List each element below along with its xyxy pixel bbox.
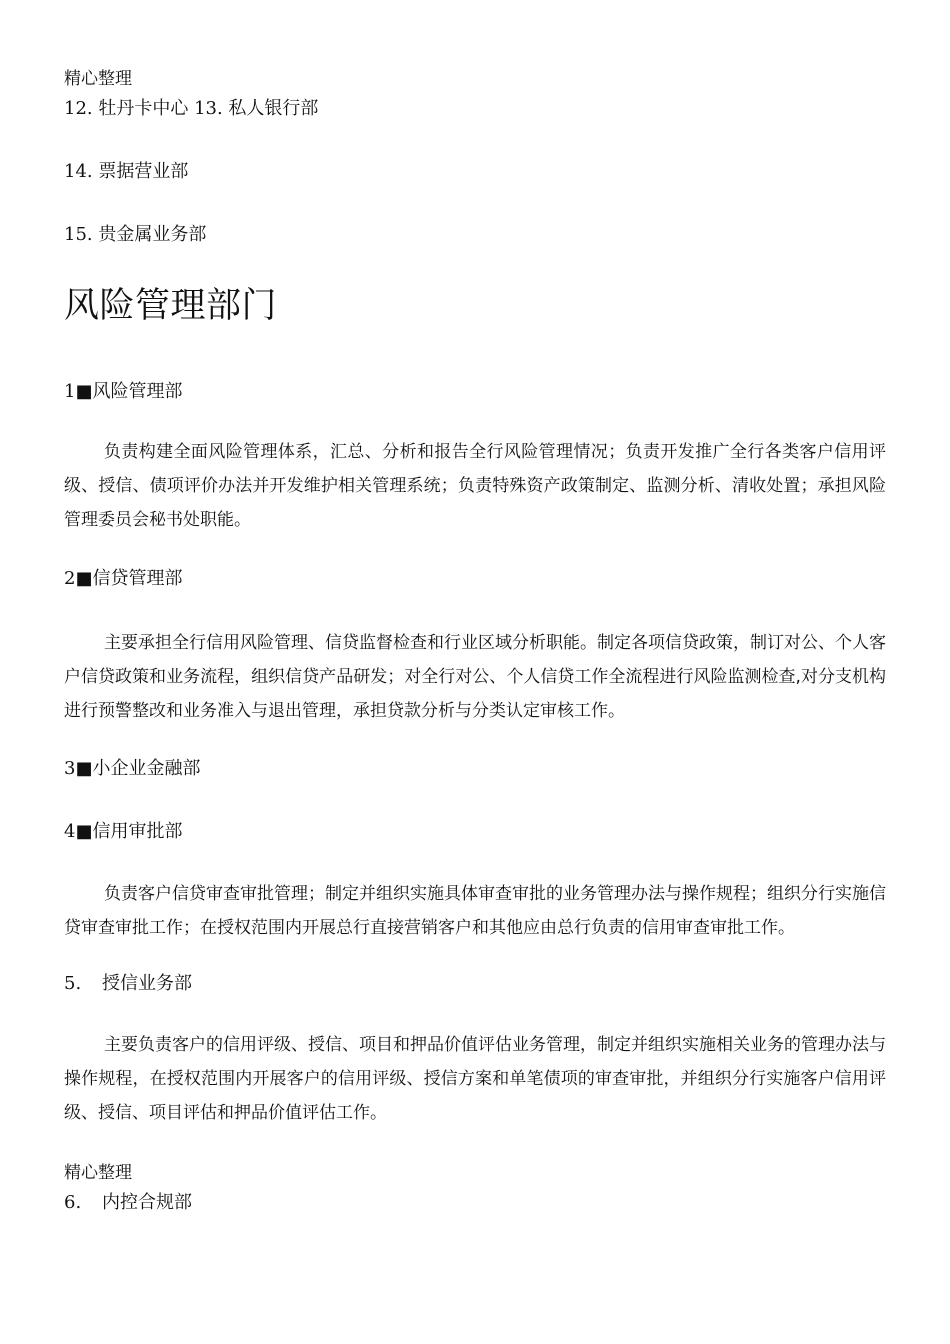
- item-description-risk-management: 负责构建全面风险管理体系，汇总、分析和报告全行风险管理情况；负责开发推广全行各类客户信用评级、授信、债项评价办法并开发维护相关管理系统；负责特殊资产政策制定、监测分析、清收处置；承担风险管理委员会秘书处职能。: [64, 442, 886, 530]
- item-heading-internal-control: [64, 1191, 192, 1215]
- item-description-credit-business: 主要负责客户的信用评级、授信、项目和押品价值评估业务管理，制定并组织实施相关业务的管理办法与操作规程，在授权范围内开展客户的信用评级、授信方案和单笔债项的审查审批，并组织分行实施客户信用评级、授信、项目评估和押品价值评估工作。: [64, 1035, 886, 1123]
- section-title: 风险管理部门: [64, 286, 278, 326]
- item-heading-credit-management: 2■信贷管理部: [64, 568, 183, 589]
- footer-note: 精心整理: [64, 1163, 132, 1183]
- header-note: 精心整理: [64, 69, 132, 89]
- item-title: 授信业务部: [102, 973, 192, 994]
- item-heading-risk-management: 1■风险管理部: [64, 381, 183, 402]
- item-number: 6.: [64, 1192, 82, 1213]
- intro-line-15: 15. 贵金属业务部: [64, 224, 207, 245]
- item-title: 内控合规部: [102, 1192, 192, 1213]
- item-heading-credit-approval: 4■信用审批部: [64, 821, 183, 842]
- item-number: 5.: [64, 973, 82, 994]
- intro-line-12-13: 12. 牡丹卡中心 13. 私人银行部: [64, 98, 319, 119]
- item-heading-small-enterprise: 3■小企业金融部: [64, 758, 201, 779]
- item-description-credit-approval: 负责客户信贷审查审批管理；制定并组织实施具体审查审批的业务管理办法与操作规程；组织分行实施信贷审查审批工作；在授权范围内开展总行直接营销客户和其他应由总行负责的信用审查审批工作。: [64, 884, 886, 938]
- item-heading-credit-business: [64, 972, 192, 996]
- intro-line-14: 14. 票据营业部: [64, 161, 189, 182]
- item-description-credit-management: 主要承担全行信用风险管理、信贷监督检查和行业区域分析职能。制定各项信贷政策，制订对公、个人客户信贷政策和业务流程，组织信贷产品研发；对全行对公、个人信贷工作全流程进行风险监测检查,对分支机构进行预警整改和业务准入与退出管理，承担贷款分析与分类认定审核工作。: [64, 633, 886, 721]
